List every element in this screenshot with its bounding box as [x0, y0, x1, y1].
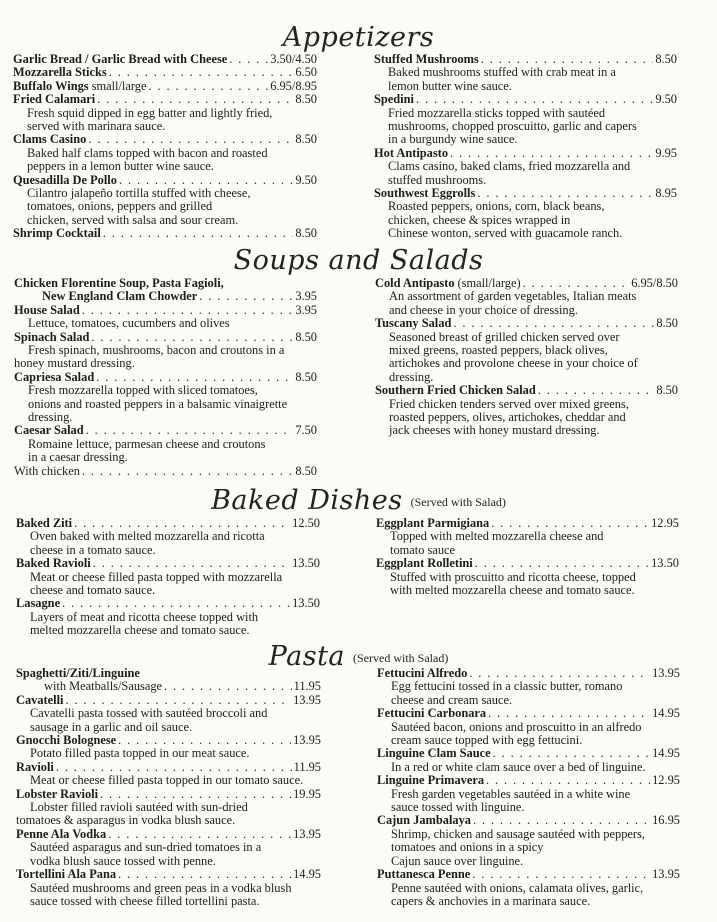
dot-leader — [473, 814, 650, 827]
menu-item-row — [376, 517, 679, 530]
menu-item-price: 14.95 — [293, 867, 321, 882]
dot-leader — [100, 788, 291, 801]
baked-dishes-note: (Served with Salad) — [410, 494, 506, 509]
dot-leader — [472, 868, 650, 881]
menu-item — [16, 517, 320, 557]
dot-leader — [453, 317, 654, 330]
menu-item-description: vodka blush sauce tossed with penne. — [30, 853, 216, 868]
dot-leader — [148, 80, 268, 93]
menu-item — [377, 814, 680, 868]
menu-item-description: Cilantro jalapeño tortilla stuffed with cheese, — [27, 186, 251, 201]
dot-leader — [481, 53, 654, 66]
menu-item-description: mixed greens, roasted peppers, black olives, — [389, 343, 608, 358]
menu-item-row — [13, 93, 317, 106]
dot-leader — [96, 371, 293, 384]
pasta-left-column — [16, 667, 321, 908]
menu-item-price: 11.95 — [293, 679, 321, 694]
menu-item-price: 11.95 — [293, 759, 321, 774]
menu-item-price: 12.95 — [651, 516, 679, 530]
menu-item-description: Fried chicken tenders served over mixed greens, — [389, 396, 629, 411]
menu-item-row — [377, 747, 680, 760]
menu-item-description: Sautéed bacon, onions and proscuitto in an alfredo — [391, 719, 642, 734]
dot-leader — [82, 304, 294, 317]
dot-leader — [491, 517, 649, 530]
menu-item-price: 12.50 — [292, 516, 320, 530]
menu-item-row — [13, 53, 317, 66]
menu-item-description: served with marinara sauce. — [27, 119, 166, 134]
menu-item-name: Fettucini Carbonara — [377, 706, 487, 721]
menu-item-description: and cheese in your choice of dressing. — [389, 302, 578, 317]
menu-item-row — [16, 828, 321, 841]
menu-item — [16, 761, 321, 788]
menu-item-description: Topped with melted mozzarella cheese and — [390, 529, 604, 544]
menu-item — [14, 424, 317, 464]
dot-leader — [82, 465, 293, 478]
menu-item-description: tomatoes, onions, peppers and grilled — [27, 199, 213, 214]
menu-item-row — [16, 734, 321, 747]
menu-item-name: Linguine Primavera — [377, 773, 485, 788]
menu-item-name: Quesadilla De Pollo — [13, 172, 117, 187]
menu-item-description: capers & anchovies in a marinara sauce. — [391, 893, 591, 908]
menu-item-description: chicken, served with salsa and sour cream. — [27, 212, 239, 227]
menu-item-size: small/large — [91, 78, 147, 93]
menu-item-row — [377, 814, 680, 827]
dot-leader — [74, 517, 290, 530]
menu-item-name: Mozzarella Sticks — [13, 65, 107, 80]
menu-item-name: Lasagne — [16, 596, 61, 611]
menu-item — [375, 277, 678, 317]
menu-item-description: Lettuce, tomatoes, cucumbers and olives — [28, 316, 230, 331]
menu-item-row — [375, 384, 678, 397]
menu-item-row — [14, 465, 317, 478]
menu-item-name: Southwest Eggrolls — [374, 186, 476, 201]
baked-dishes-title: Baked Dishes — [211, 485, 403, 516]
appetizers-heading: Appetizers — [282, 22, 435, 53]
menu-item-description: tomatoes & asparagus in vodka blush sauce. — [16, 813, 236, 828]
menu-item-row — [13, 80, 317, 93]
menu-item-description: cheese in a tomato sauce. — [30, 542, 156, 557]
menu-item-name: Buffalo Wings — [13, 78, 89, 93]
menu-item-row — [377, 774, 680, 787]
menu-item-description: Meat or cheese filled pasta topped with mozzarella — [30, 569, 283, 584]
menu-item — [13, 227, 317, 240]
menu-item-row — [13, 227, 317, 240]
menu-item-name: Spedini — [374, 92, 414, 107]
dot-leader — [488, 707, 650, 720]
menu-item-row — [14, 304, 317, 317]
menu-item — [13, 93, 317, 133]
menu-item-description: onions and roasted peppers in a balsamic vinaigrette — [28, 396, 288, 411]
menu-item-name: Puttanesca Penne — [377, 867, 471, 882]
menu-item-description: sauce tossed with linguine. — [391, 800, 525, 815]
menu-item-row — [374, 187, 677, 200]
menu-item-price: 8.50 — [295, 132, 317, 147]
menu-item-row — [377, 868, 680, 881]
menu-item-row — [13, 133, 317, 146]
menu-item-description: Penne sautéed with onions, calamata olives, garlic, — [391, 880, 644, 895]
dot-leader — [450, 147, 653, 160]
menu-item-price: 13.95 — [293, 826, 321, 841]
menu-item-row — [14, 331, 317, 344]
menu-item-price: 8.50 — [295, 463, 317, 478]
dot-leader — [91, 331, 293, 344]
menu-item — [14, 290, 317, 303]
menu-item-description: Layers of meat and ricotta cheese topped with — [30, 609, 259, 624]
menu-item-row — [16, 557, 320, 570]
menu-item-name: Spinach Salad — [14, 329, 90, 344]
menu-item-name: Caesar Salad — [14, 423, 84, 438]
menu-item — [375, 384, 678, 438]
dot-leader — [66, 694, 292, 707]
menu-item-name: with Meatballs/Sausage — [44, 679, 163, 694]
menu-item-description: mushrooms, chopped proscuitto, garlic and capers — [388, 119, 637, 134]
menu-item — [16, 597, 320, 637]
menu-item-name: Fettucini Alfredo — [377, 666, 468, 680]
menu-item-row — [375, 277, 678, 290]
menu-item — [16, 557, 320, 597]
menu-item-description: Clams casino, baked clams, fried mozzarella and — [388, 159, 631, 174]
menu-item — [13, 66, 317, 79]
menu-item-name: Gnocchi Bolognese — [16, 733, 117, 748]
menu-item-description: Meat or cheese filled pasta topped in our tomato sauce. — [30, 773, 304, 788]
menu-item-row — [13, 66, 317, 79]
menu-item-name: Cavatelli — [16, 692, 64, 707]
menu-item-name: House Salad — [14, 302, 80, 317]
soups-right-column — [375, 277, 678, 438]
dot-leader — [93, 557, 290, 570]
menu-item-price: 13.95 — [652, 867, 680, 882]
menu-item-description: in a caesar dressing. — [28, 450, 128, 465]
menu-item-description: tomato sauce — [390, 542, 456, 557]
menu-item-price: 16.95 — [652, 813, 680, 828]
menu-item-description: roasted peppers, olives, artichokes, cheddar and — [389, 410, 626, 425]
menu-item-description: Cavatelli pasta tossed with sautéed broccoli and — [30, 706, 268, 721]
baked-left-column — [16, 517, 320, 638]
menu-item-description: melted mozzarella cheese and tomato sauce. — [30, 623, 250, 638]
dot-leader — [103, 227, 294, 240]
menu-item — [14, 465, 317, 478]
menu-item-name: New England Clam Chowder — [42, 289, 198, 304]
menu-item — [377, 747, 680, 774]
menu-item — [13, 80, 317, 93]
menu-item — [16, 694, 321, 734]
menu-item-price: 13.50 — [292, 556, 320, 571]
pasta-note: (Served with Salad) — [353, 650, 449, 665]
menu-item-description: Roasted peppers, onions, corn, black beans, — [388, 199, 605, 214]
menu-item-description: Fresh squid dipped in egg batter and lightly fried, — [27, 105, 273, 120]
menu-item-description: sauce tossed with cheese filled tortellini pasta. — [30, 893, 260, 908]
dot-leader — [108, 828, 291, 841]
dot-leader — [119, 174, 293, 187]
menu-item-description: Fried mozzarella sticks topped with sautéed — [388, 105, 606, 120]
menu-item-price: 9.50 — [655, 92, 677, 107]
menu-item-name: Chicken Florentine Soup, Pasta Fagioli, — [14, 276, 224, 290]
menu-item-price: 6.95/8.50 — [631, 276, 678, 290]
menu-item-name: Cajun Jambalaya — [377, 813, 471, 828]
menu-item-name: Baked Ravioli — [16, 556, 91, 571]
menu-item — [374, 187, 677, 241]
menu-item-row — [16, 694, 321, 707]
dot-leader — [56, 761, 292, 774]
menu-item — [377, 707, 680, 747]
menu-item-price: 19.95 — [293, 786, 321, 801]
menu-item-name: Tuscany Salad — [375, 316, 452, 331]
menu-item-description: In a red or white clam sauce over a bed of linguine. — [391, 759, 646, 774]
menu-item-row — [374, 53, 677, 66]
menu-item-description: Fresh spinach, mushrooms, bacon and croutons in a — [28, 343, 285, 358]
appetizers-right-column — [374, 53, 677, 241]
menu-item-price: 13.95 — [652, 666, 680, 680]
menu-item-description: Chinese wonton, served with guacamole ranch. — [388, 226, 623, 241]
menu-item-price: 3.95 — [295, 289, 317, 304]
dot-leader — [164, 680, 292, 693]
menu-item-row — [14, 371, 317, 384]
menu-item-name: Linguine Clam Sauce — [377, 746, 491, 761]
baked-dishes-heading — [0, 485, 717, 518]
menu-item-price: 8.95 — [655, 186, 677, 201]
menu-item-price: 6.95/8.95 — [270, 78, 317, 93]
menu-item-row — [16, 597, 320, 610]
menu-item-price: 14.95 — [652, 706, 680, 721]
menu-item-row — [374, 93, 677, 106]
menu-item-row — [13, 174, 317, 187]
dot-leader — [477, 187, 653, 200]
menu-item-description: Sautéed asparagus and sun-dried tomatoes in a — [30, 840, 262, 855]
menu-item-description: dressing. — [389, 369, 434, 384]
menu-item-name: Cold Antipasto — [375, 276, 455, 290]
menu-item-row — [16, 761, 321, 774]
menu-item-description: artichokes and provolone cheese in your choice of — [389, 356, 638, 371]
menu-item — [377, 667, 680, 707]
menu-item-name: Spaghetti/Ziti/Linguine — [16, 666, 140, 680]
menu-item-description: tomatoes and onions in a spicy — [391, 840, 544, 855]
menu-item-price: 7.50 — [295, 423, 317, 438]
menu-item-name: Eggplant Rolletini — [376, 556, 473, 571]
menu-item-row — [375, 317, 678, 330]
menu-item-price: 13.50 — [292, 596, 320, 611]
menu-item — [16, 680, 321, 693]
appetizers-left-column — [13, 53, 317, 241]
menu-item-name: Shrimp Cocktail — [13, 226, 101, 241]
menu-item — [377, 774, 680, 814]
menu-item-description: Lobster filled ravioli sautéed with sun-dried — [30, 800, 248, 815]
menu-item-name: Eggplant Parmigiana — [376, 516, 490, 530]
menu-item — [374, 93, 677, 147]
menu-item-name: Clams Casino — [13, 132, 87, 147]
menu-item-description: cheese and tomato sauce. — [30, 583, 156, 598]
dot-leader — [199, 290, 293, 303]
menu-item — [13, 174, 317, 228]
menu-item-price: 3.50/4.50 — [270, 52, 317, 66]
menu-item — [14, 304, 317, 331]
menu-item-name: Fried Calamari — [13, 92, 96, 107]
menu-item-name: With chicken — [14, 463, 80, 478]
menu-item-name: Ravioli — [16, 759, 54, 774]
dot-leader — [118, 868, 291, 881]
menu-item-description: Fresh mozzarella topped with sliced tomatoes, — [28, 383, 258, 398]
menu-item-description: dressing. — [28, 410, 73, 425]
menu-item-row — [14, 290, 317, 303]
dot-leader — [486, 774, 650, 787]
menu-item-price: 8.50 — [655, 52, 677, 66]
menu-item-name: Hot Antipasto — [374, 145, 449, 160]
soups-salads-heading: Soups and Salads — [233, 245, 484, 276]
menu-item-description: cream sauce topped with egg fettucini. — [391, 733, 583, 748]
menu-item-description: Stuffed with proscuitto and ricotta cheese, topped — [390, 569, 636, 584]
menu-item-price: 6.50 — [295, 65, 317, 80]
menu-item-name: Southern Fried Chicken Salad — [375, 383, 536, 398]
menu-item — [16, 788, 321, 828]
menu-item-row — [16, 517, 320, 530]
menu-item-description: lemon butter wine sauce. — [388, 78, 512, 93]
menu-item — [13, 133, 317, 173]
pasta-title: Pasta — [268, 641, 346, 672]
menu-item-price: 8.50 — [295, 226, 317, 241]
menu-item-description: Romaine lettuce, parmesan cheese and croutons — [28, 436, 266, 451]
menu-item-description: chicken, cheese & spices wrapped in — [388, 212, 571, 227]
menu-item-price: 13.50 — [651, 556, 679, 571]
menu-item-description: peppers in a lemon butter wine sauce. — [27, 159, 214, 174]
menu-item-description: Sautéed mushrooms and green peas in a vodka blush — [30, 880, 292, 895]
dot-leader — [118, 734, 291, 747]
menu-item — [16, 734, 321, 761]
menu-item-name: Penne Ala Vodka — [16, 826, 107, 841]
menu-item-description: Baked half clams topped with bacon and roasted — [27, 145, 268, 160]
menu-item-name: Capriesa Salad — [14, 369, 95, 384]
menu-item-description: Seasoned breast of grilled chicken served over — [389, 329, 620, 344]
menu-item — [376, 517, 679, 557]
menu-item-name: Baked Ziti — [16, 516, 73, 530]
menu-item-description: Fresh garden vegetables sautéed in a white wine — [391, 786, 631, 801]
menu-item — [14, 331, 317, 371]
dot-leader — [229, 53, 268, 66]
menu-item — [16, 868, 321, 908]
menu-item-size: (small/large) — [457, 276, 521, 290]
dot-leader — [469, 667, 650, 680]
menu-item-description: Cajun sauce over linguine. — [391, 853, 524, 868]
dot-leader — [86, 424, 294, 437]
dot-leader — [97, 93, 293, 106]
menu-item-price: 9.50 — [295, 172, 317, 187]
menu-item-description: jack cheeses with honey mustard dressing. — [389, 423, 600, 438]
dot-leader — [88, 133, 293, 146]
menu-item-price: 8.50 — [295, 329, 317, 344]
menu-item — [374, 147, 677, 187]
dot-leader — [475, 557, 649, 570]
dot-leader — [62, 597, 290, 610]
menu-item-price: 8.50 — [656, 316, 678, 331]
menu-item-description: An assortment of garden vegetables, Italian meats — [389, 289, 637, 304]
menu-item-description: Egg fettucini tossed in a classic butter, romano — [391, 679, 623, 694]
menu-item-row — [376, 557, 679, 570]
menu-item — [13, 53, 317, 66]
dot-leader — [416, 93, 653, 106]
menu-item-description: in a burgundy wine sauce. — [388, 132, 518, 147]
menu-item-price: 13.95 — [293, 692, 321, 707]
menu-item — [374, 53, 677, 93]
menu-item — [14, 371, 317, 425]
menu-item-row — [377, 667, 680, 680]
menu-item-row — [16, 868, 321, 881]
menu-item-row — [374, 147, 677, 160]
menu-item-name: Garlic Bread / Garlic Bread with Cheese — [13, 52, 228, 66]
menu-item-price: 14.95 — [652, 746, 680, 761]
menu-item-price: 3.95 — [295, 302, 317, 317]
menu-item-price: 12.95 — [652, 773, 680, 788]
menu-item-description: Shrimp, chicken and sausage sautéed with peppers, — [391, 826, 645, 841]
menu-item-row — [14, 424, 317, 437]
menu-item-name: Stuffed Mushrooms — [374, 52, 479, 66]
menu-item-price: 9.95 — [655, 145, 677, 160]
menu-item-price: 8.50 — [295, 92, 317, 107]
menu-item — [375, 317, 678, 384]
menu-item-price: 8.50 — [656, 383, 678, 398]
menu-item — [16, 828, 321, 868]
menu-item-description: honey mustard dressing. — [14, 356, 135, 371]
menu-item — [376, 557, 679, 597]
menu-item-description: Oven baked with melted mozzarella and ricotta — [30, 529, 265, 544]
dot-leader — [109, 66, 294, 79]
menu-item-description: sausage in a garlic and oil sauce. — [30, 719, 193, 734]
menu-item — [377, 868, 680, 908]
dot-leader — [493, 747, 651, 760]
pasta-right-column — [377, 667, 680, 908]
menu-item-description: Baked mushrooms stuffed with crab meat in a — [388, 65, 616, 80]
menu-item-row — [377, 707, 680, 720]
baked-right-column — [376, 517, 679, 597]
menu-item-name: Lobster Ravioli — [16, 786, 99, 801]
menu-item-description: stuffed mushrooms. — [388, 172, 487, 187]
menu-item-description: with melted mozzarella cheese and tomato sauce. — [390, 583, 635, 598]
menu-item-name: Tortellini Ala Pana — [16, 867, 117, 882]
menu-item-row — [16, 788, 321, 801]
dot-leader — [523, 277, 630, 290]
menu-item-description: cheese and cream sauce. — [391, 692, 513, 707]
menu-item-price: 8.50 — [295, 369, 317, 384]
menu-item-row — [16, 680, 321, 693]
menu-item-price: 13.95 — [293, 733, 321, 748]
dot-leader — [538, 384, 655, 397]
menu-item-description: Potato filled pasta topped in our meat sauce. — [30, 746, 250, 761]
soups-left-column — [14, 277, 317, 478]
